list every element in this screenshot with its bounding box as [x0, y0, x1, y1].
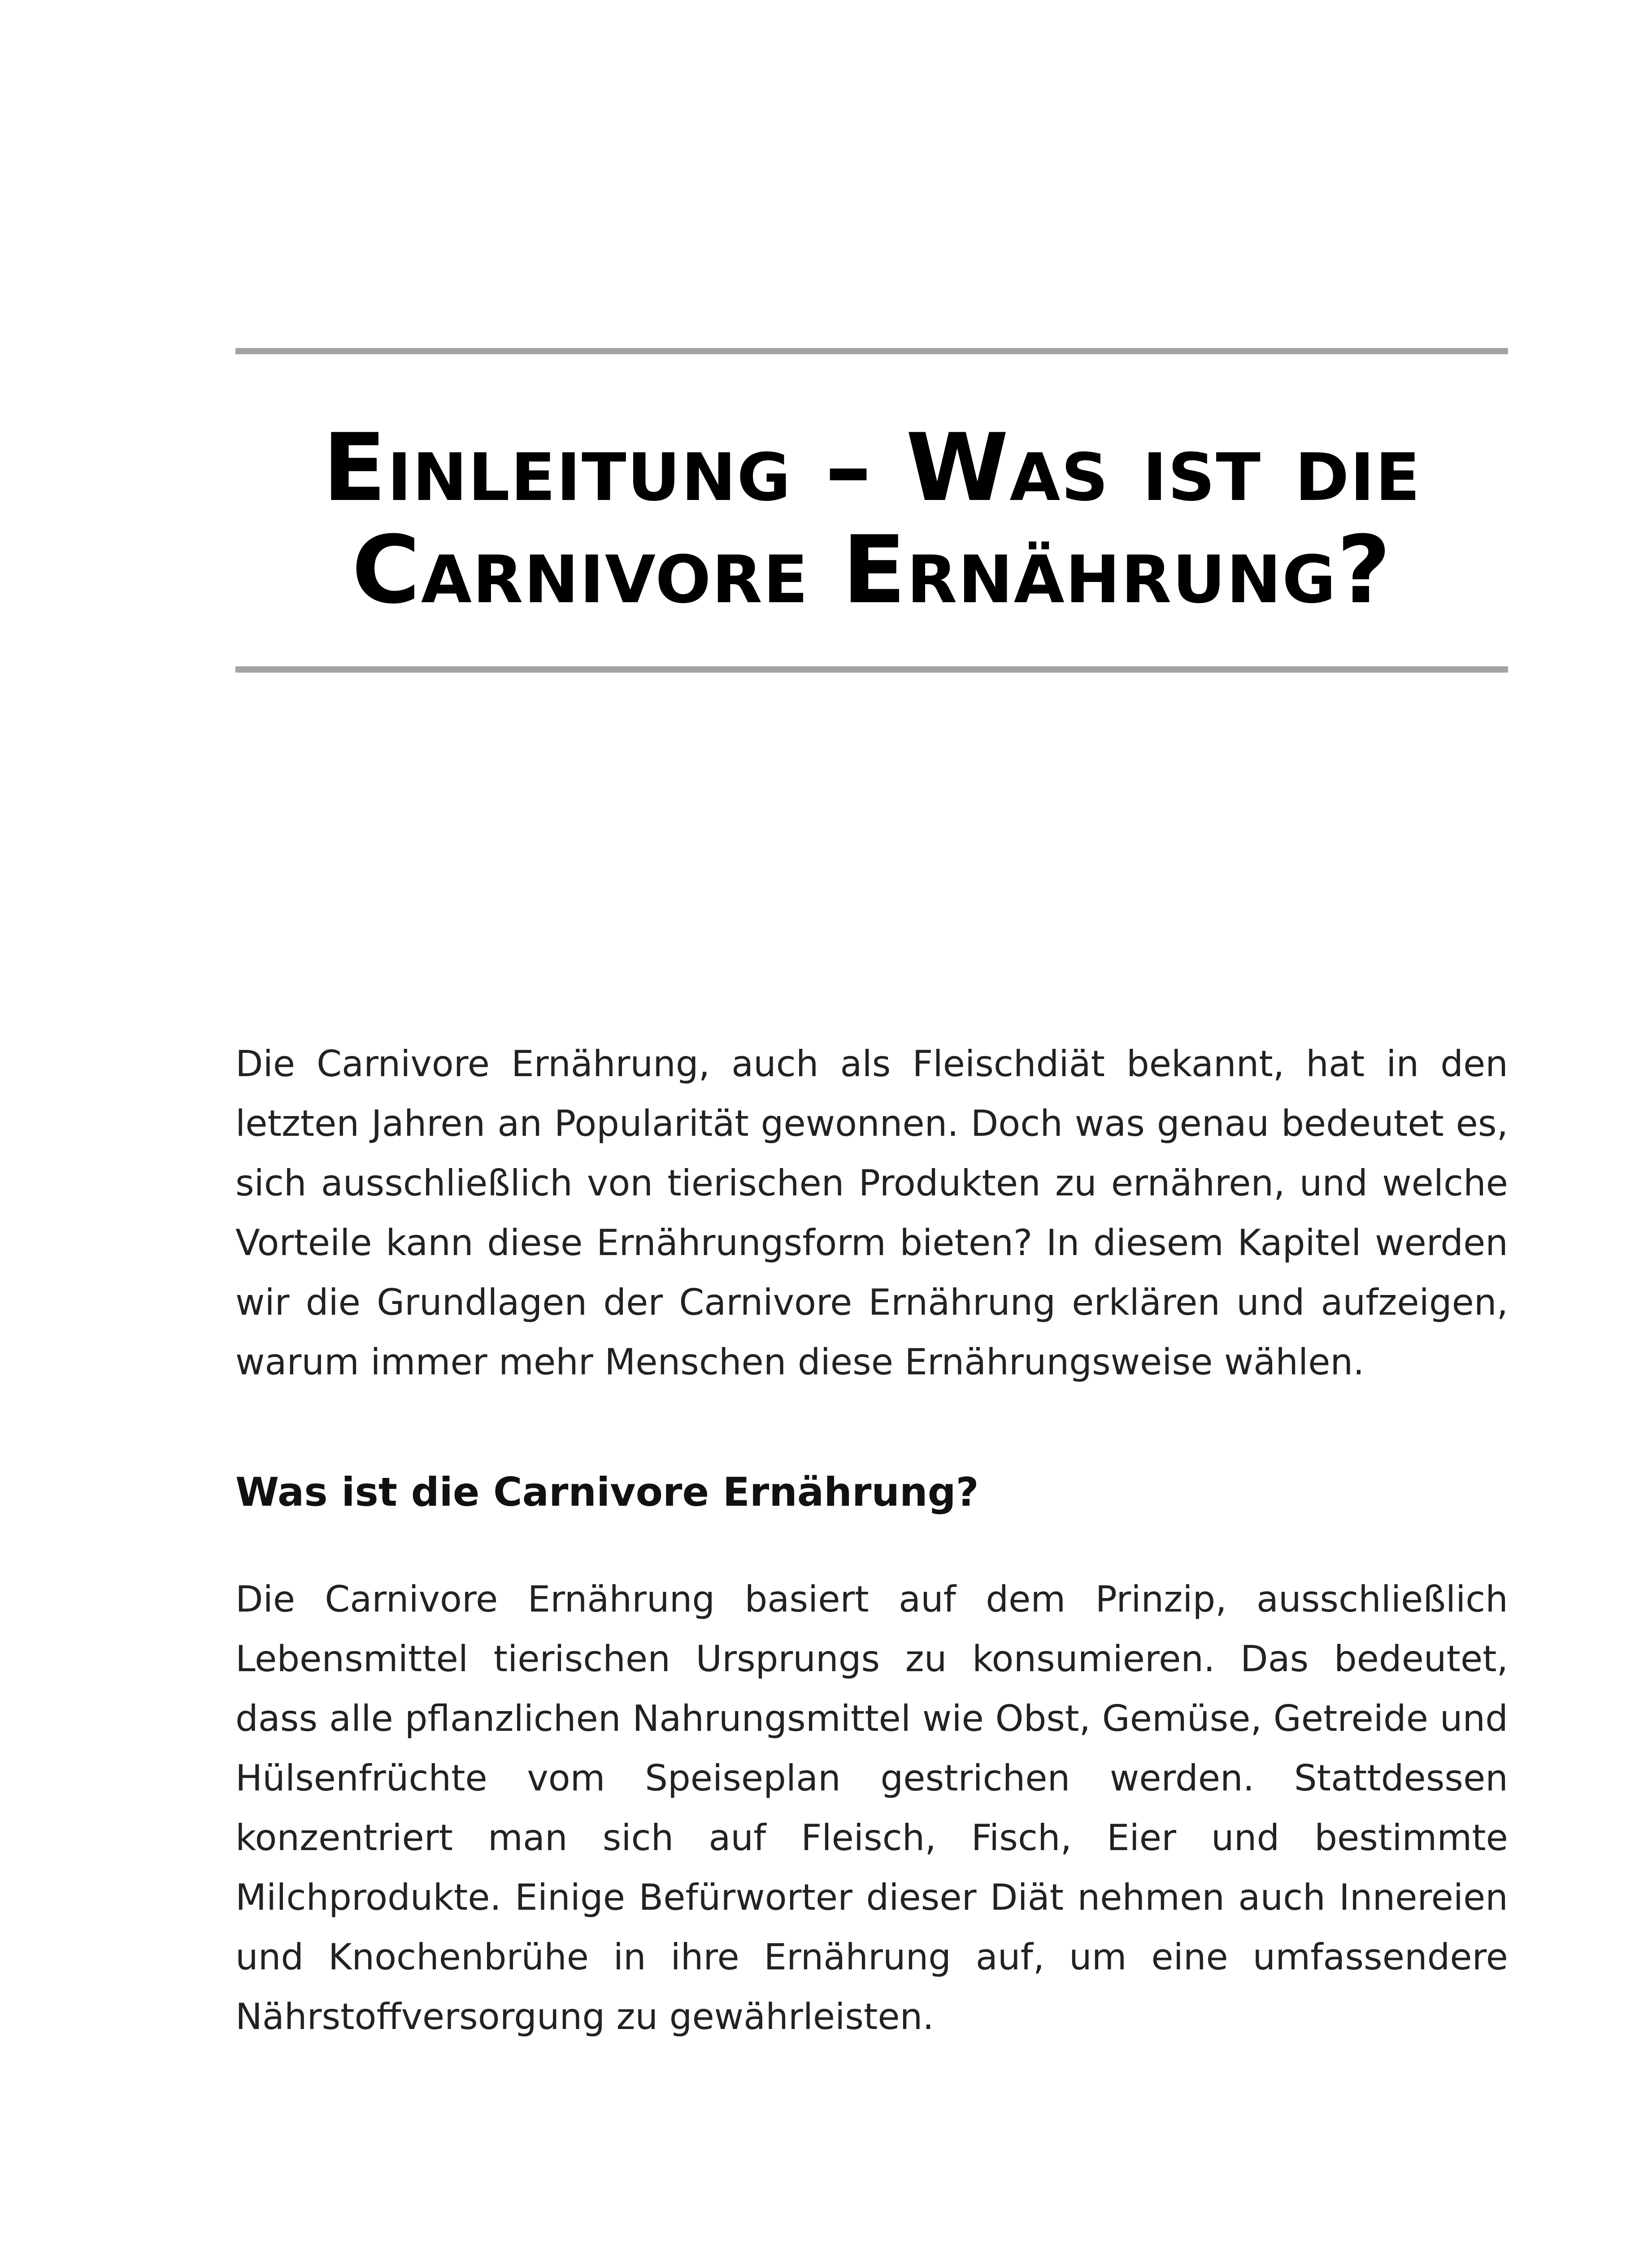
title-top-rule [235, 348, 1508, 354]
chapter-title-line-1: Einleitung – Was ist die [322, 414, 1421, 522]
section-paragraph: Die Carnivore Ernährung basiert auf dem Prinzip, ausschließlich Lebensmittel tierischen Ursprungs zu konsumieren. Das bedeutet, dass alle pflanzlichen Nahrungsmittel wie Obst, Gemüse, Getreide und Hülsenfrüchte vom Speiseplan gestrichen werden. Stattdessen konzentriert man sich auf Fleisch, Fisch, Eier und bestimmte Milchprodukte. Einige Befürworter dieser Diät nehmen auch Innereien und Knochenbrühe in ihre Ernährung auf, um eine umfassendere Nährstoffversorgung zu gewährleisten. [235, 1578, 1508, 2038]
intro-paragraph: Die Carnivore Ernährung, auch als Fleischdiät bekannt, hat in den letzten Jahren an Popularität gewonnen. Doch was genau bedeutet es, sich ausschließlich von tierischen Produkten zu ernähren, und welche Vorteile kann diese Ernährungsform bieten? In diesem Kapitel werden wir die Grundlagen der Carnivore Ernährung erklären und aufzeigen, warum immer mehr Menschen diese Ernährungsweise wählen. [235, 1043, 1508, 1383]
title-bottom-rule [235, 666, 1508, 673]
section-heading: Was ist die Carnivore Ernährung? [235, 1469, 979, 1515]
chapter-title-line-2: Carnivore Ernährung? [352, 516, 1392, 625]
chapter-title [235, 414, 1508, 625]
